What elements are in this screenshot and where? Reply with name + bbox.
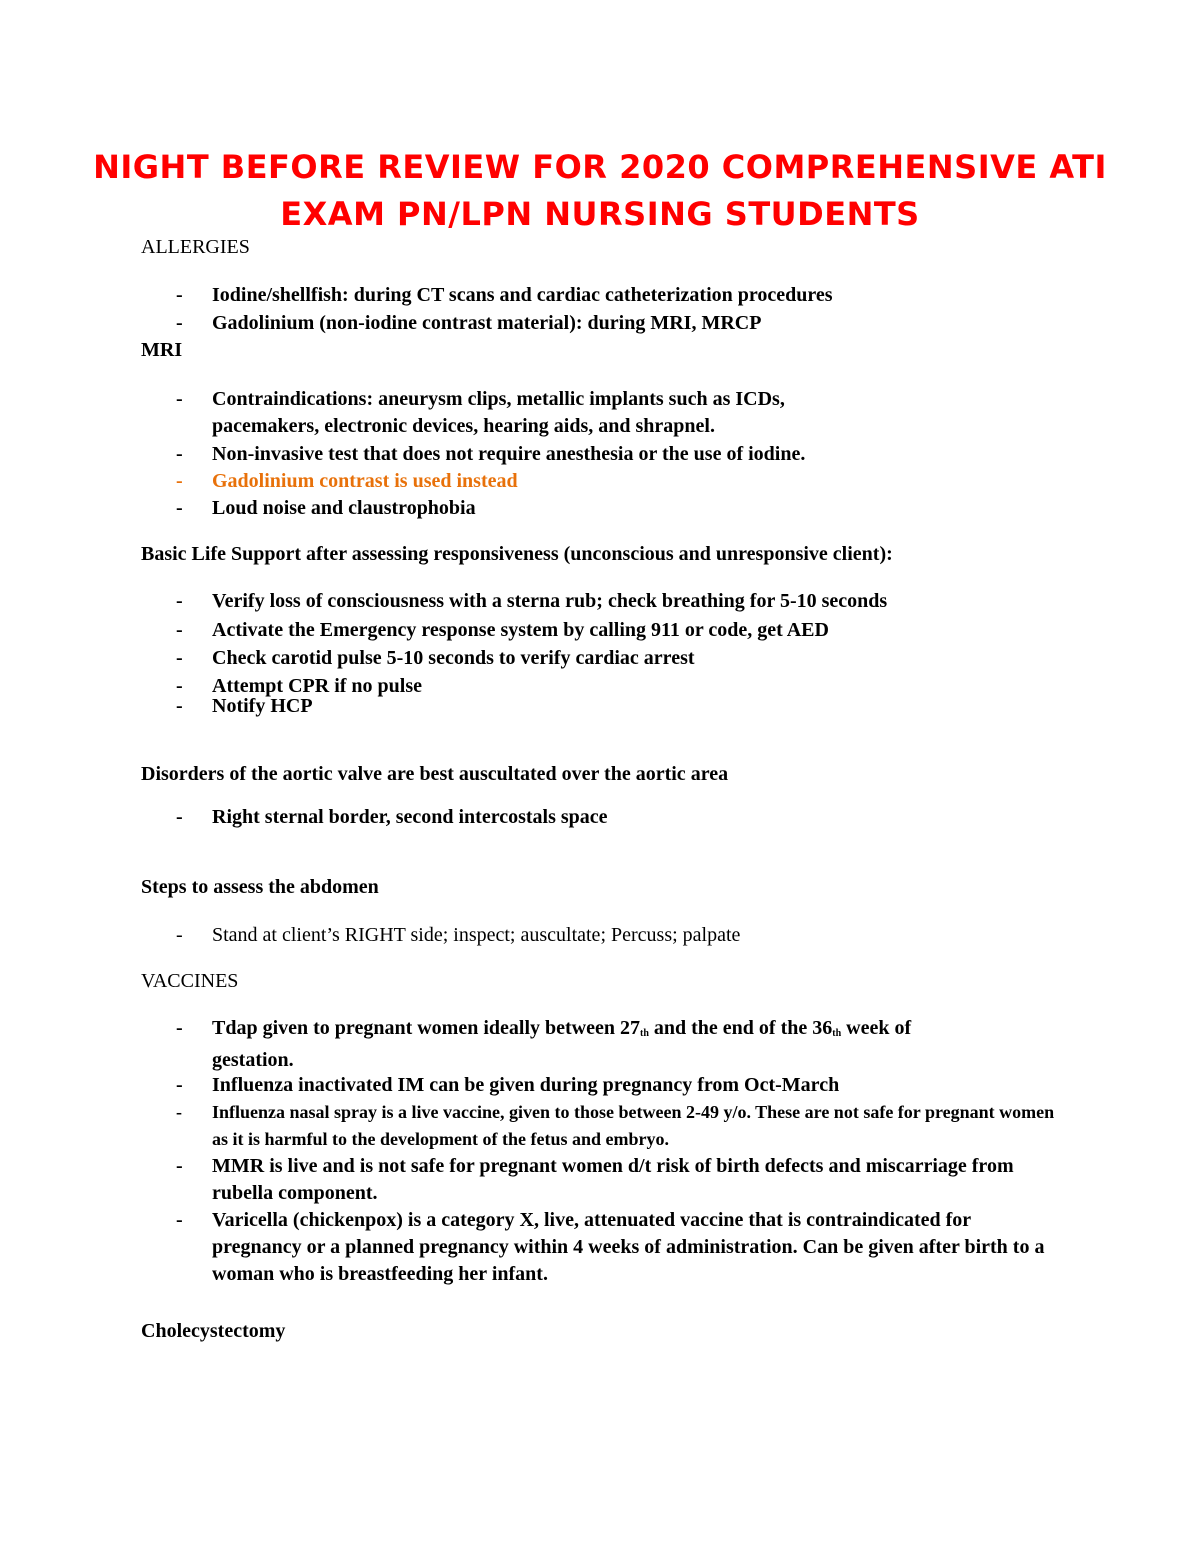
section-heading-bls: Basic Life Support after assessing responsiveness (unconscious and unresponsive client): [141,543,893,565]
list-item [176,588,1056,615]
bullet-dash: - [176,1209,183,1231]
tdap-text-1: Tdap given to pregnant women ideally between 27 [212,1017,640,1039]
section-heading-vaccines: VACCINES [141,970,239,992]
list-item-text: Verify loss of consciousness with a sterna rub; check breathing for 5-10 seconds [212,590,888,612]
section-heading-cholecystectomy: Cholecystectomy [141,1320,286,1342]
section-heading-allergies: ALLERGIES [141,236,250,258]
list-item-text: Gadolinium (non-iodine contrast material): during MRI, MRCP [212,312,762,334]
tdap-text-3: week of gestation. [212,1017,912,1071]
bullet-dash: - [176,1074,183,1096]
list-item-text [212,1015,976,1074]
tdap-text-2: and the end of the 36 [648,1017,833,1039]
bullet-dash: - [176,388,183,410]
bullet-dash: - [176,647,183,669]
list-item [176,617,1056,644]
list-item [176,1099,1056,1153]
bullet-dash: - [176,470,183,492]
list-item-text: Influenza inactivated IM can be given during pregnancy from Oct-March [212,1074,840,1096]
list-item-text: Contraindications: aneurysm clips, metallic implants such as ICDs, pacemakers, electronic devices, hearing aids, and shrapnel. [212,388,785,437]
document-title-line-1: NIGHT BEFORE REVIEW FOR 2020 COMPREHENSIVE ATI [93,148,1107,186]
list-item-text: Stand at client’s RIGHT side; inspect; auscultate; Percuss; palpate [212,924,741,946]
bullet-dash: - [176,497,183,519]
list-item-text: MMR is live and is not safe for pregnant women d/t risk of birth defects and miscarriage from rubella component. [212,1155,1014,1204]
list-item-text: Varicella (chickenpox) is a category X, live, attenuated vaccine that is contraindicated for pregnancy or a planned pregnancy within 4 weeks of administration. Can be given after birth to a woman who is breastfeeding her infant. [212,1209,1045,1285]
bullet-dash: - [176,1155,183,1177]
list-item [176,1072,1056,1099]
section-heading-abdomen: Steps to assess the abdomen [141,876,379,898]
ordinal-suffix: th [832,1028,842,1039]
section-heading-mri: MRI [141,339,183,361]
list-item-text: Attempt CPR if no pulse [212,675,422,697]
bullet-dash: - [176,806,183,828]
list-item [176,1153,1016,1207]
list-item [176,386,876,440]
bullet-dash: - [176,1017,183,1039]
list-item-text: Gadolinium contrast is used instead [212,470,518,492]
list-item [176,495,1056,522]
section-heading-aortic: Disorders of the aortic valve are best auscultated over the aortic area [141,763,729,785]
bullet-dash: - [176,590,183,612]
list-item [176,1207,1056,1288]
list-item-text: Check carotid pulse 5-10 seconds to verify cardiac arrest [212,647,695,669]
bullet-dash: - [176,675,183,697]
list-item-text: Notify HCP [212,695,313,717]
list-item-text: Right sternal border, second intercostals space [212,806,608,828]
list-item-text: Activate the Emergency response system by calling 911 or code, get AED [212,619,829,641]
list-item-text: Influenza nasal spray is a live vaccine, given to those between 2-49 y/o. These are not safe for pregnant women as it is harmful to the development of the fetus and embryo. [212,1102,1055,1149]
bullet-dash: - [176,1102,182,1122]
list-item [176,922,1056,949]
bullet-dash: - [176,695,183,717]
list-item [176,441,1056,468]
list-item [176,645,1056,672]
bullet-dash: - [176,443,183,465]
list-item-text: Non-invasive test that does not require anesthesia or the use of iodine. [212,443,806,465]
bullet-dash: - [176,924,183,946]
document-title-line-2: EXAM PN/LPN NURSING STUDENTS [280,195,920,233]
bullet-dash: - [176,619,183,641]
list-item-tdap [176,1015,976,1074]
list-item-text: Loud noise and claustrophobia [212,497,476,519]
bullet-dash: - [176,312,183,334]
list-item [176,310,1056,337]
bullet-dash: - [176,284,183,306]
list-item [176,282,1056,309]
list-item-highlighted [176,468,1056,495]
ordinal-suffix: th [639,1028,649,1039]
list-item [176,693,1056,720]
list-item [176,804,1056,831]
list-item-text: Iodine/shellfish: during CT scans and cardiac catheterization procedures [212,284,833,306]
